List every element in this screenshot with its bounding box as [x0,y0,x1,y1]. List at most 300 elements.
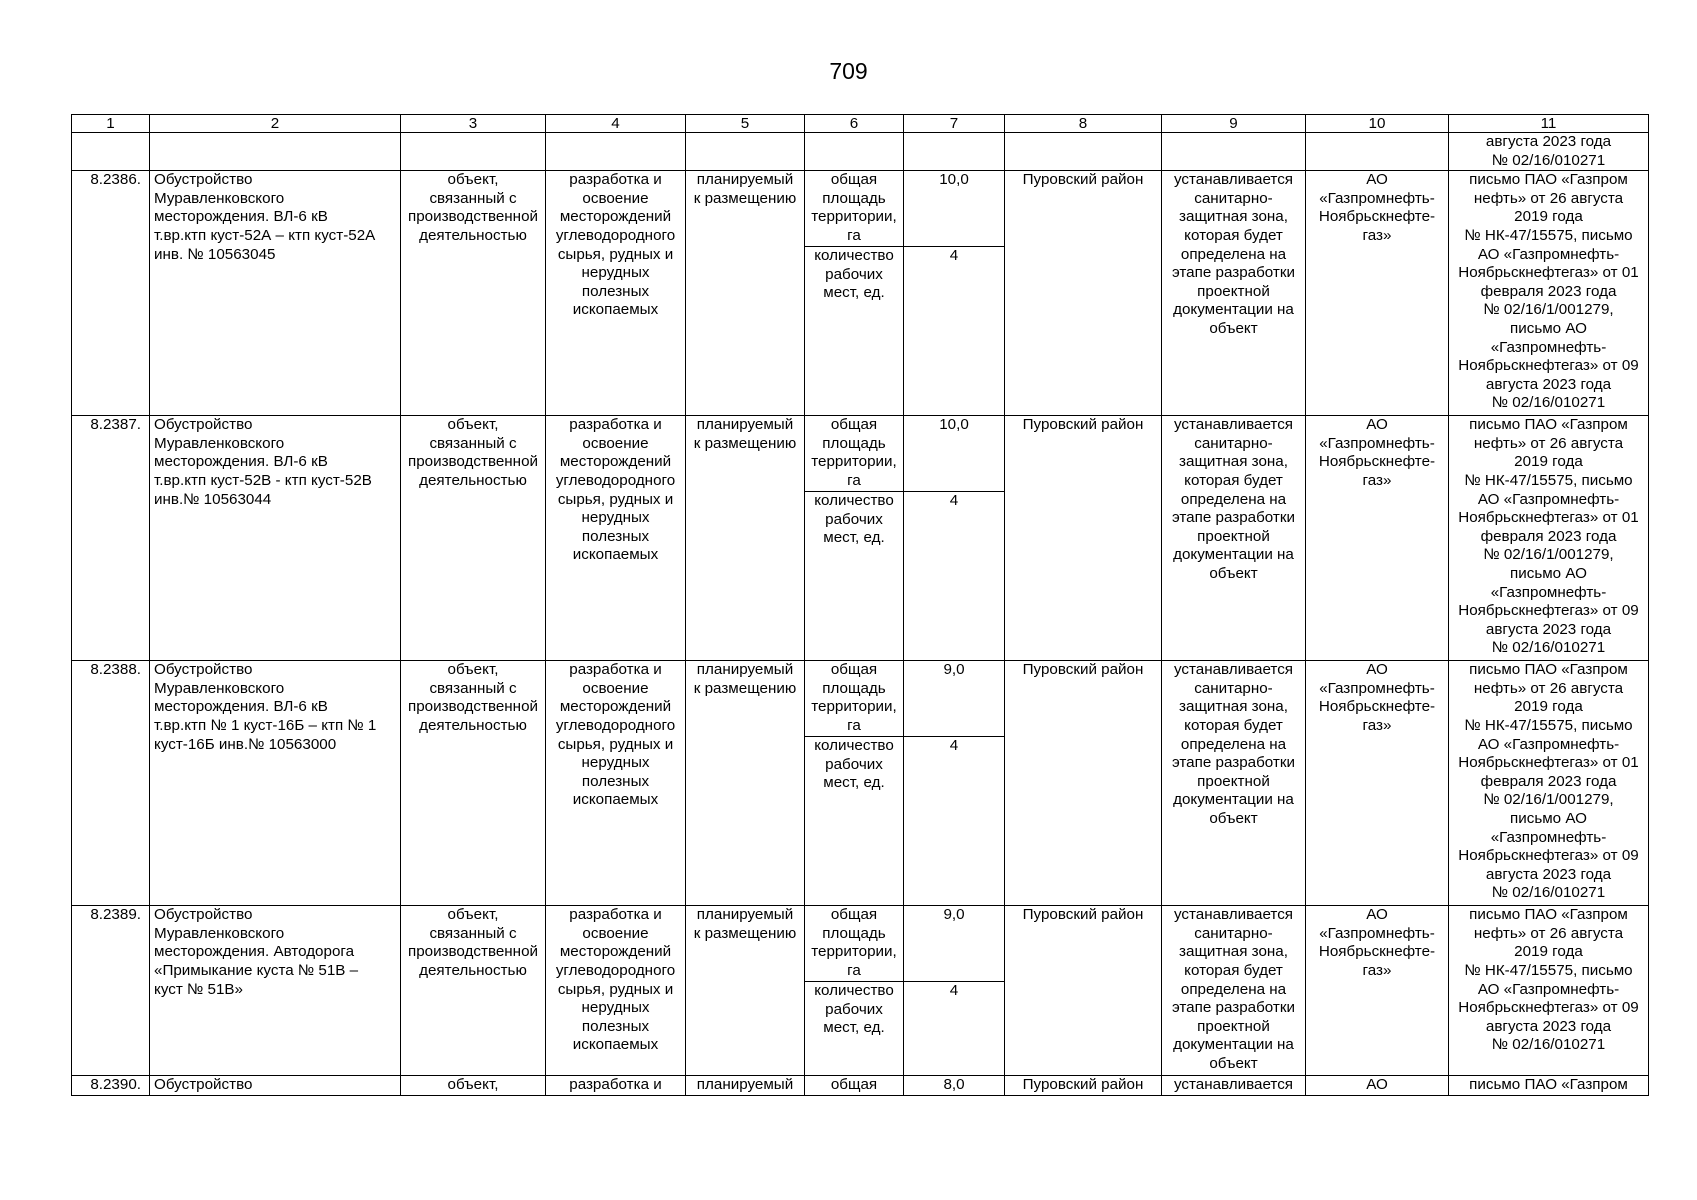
empty-cell [904,133,1005,171]
parameter-workplaces-line: рабочих [825,755,883,773]
basis-docs-line: № 02/16/010271 [1491,884,1606,902]
object-purpose-line: ископаемых [572,301,659,319]
organization-line: газ» [1362,961,1392,979]
basis-docs-line: Ноябрьскнефтегаз» от 09 [1458,602,1639,620]
organization-line: АО [1366,171,1388,189]
value-area: 10,0 [904,171,1005,247]
parameter-workplaces-line: рабочих [825,265,883,283]
zone-info-line: проектной [1197,772,1270,790]
object-name-line: Обустройство [154,906,253,924]
object-name-line: месторождения. Автодорога [154,943,355,961]
parameter-workplaces [805,982,904,1076]
basis-docs-line: № 02/16/010271 [1491,1036,1606,1054]
zone-info-line: устанавливается [1173,171,1294,189]
empty-cell [686,133,805,171]
parameter-area-line: площадь [822,924,886,942]
parameter-workplaces-line: количество [814,247,894,265]
object-type-line: производственной [407,943,539,961]
organization-line: Ноябрьскнефте- [1318,943,1436,961]
zone-info-line: защитная зона, [1179,943,1288,961]
parameter-workplaces-line: мест, ед. [823,529,885,547]
basis-docs-line: № НК-47/15575, письмо [1464,716,1633,734]
header-cell-1: 1 [72,115,150,133]
organization-line: газ» [1362,226,1392,244]
basis-docs-line: письмо ПАО «Газпром [1469,661,1628,679]
organization-line: АО [1366,906,1388,924]
basis-docs-line: № 02/16/010271 [1491,639,1606,657]
table-row [72,906,1649,982]
object-name-line: т.вр.ктп куст-52А – ктп куст-52А [154,226,376,244]
parameter-area-line: общая [830,416,878,434]
basis-docs-line: Ноябрьскнефтегаз» от 01 [1458,264,1639,282]
page-number: 709 [829,58,868,84]
organization-line: Ноябрьскнефте- [1318,453,1436,471]
zone-info-line: определена на [1180,735,1287,753]
object-type-line: объект, [447,906,499,924]
header-cell-3: 3 [401,115,546,133]
value-area: 9,0 [904,661,1005,737]
object-purpose-line: полезных [581,772,650,790]
basis-docs-line: № НК-47/15575, письмо [1464,226,1633,244]
organization-line: газ» [1362,471,1392,489]
zone-info: устанавливается [1162,1076,1306,1096]
empty-cell [1162,133,1306,171]
organization [1306,416,1449,661]
zone-info-line: санитарно- [1194,679,1273,697]
zone-info [1162,416,1306,661]
basis-cell-line: № 02/16/010271 [1491,151,1606,169]
basis-docs-line: нефть» от 26 августа [1473,189,1624,207]
register-table [71,114,1649,1096]
basis-docs-line: письмо ПАО «Газпром [1469,906,1628,924]
object-purpose-line: нерудных [581,264,650,282]
object-name-line: месторождения. ВЛ-6 кВ [154,453,328,471]
object-purpose: разработка и [546,1076,686,1096]
zone-info-line: устанавливается [1173,661,1294,679]
location: Пуровский район [1005,171,1162,416]
organization-line: Ноябрьскнефте- [1318,208,1436,226]
object-status: планируемый [686,1076,805,1096]
object-type-line: связанный с [429,924,517,942]
parameter-area-line: площадь [822,189,886,207]
object-type [401,416,546,661]
object-purpose-line: месторождений [559,943,672,961]
object-type [401,171,546,416]
empty-cell [1005,133,1162,171]
empty-cell [72,133,150,171]
object-purpose-line: нерудных [581,999,650,1017]
basis-docs-line: № НК-47/15575, письмо [1464,961,1633,979]
basis-docs-line: нефть» от 26 августа [1473,924,1624,942]
parameter-workplaces-line: мест, ед. [823,284,885,302]
location: Пуровский район [1005,416,1162,661]
basis-docs-line: АО «Газпромнефть- [1477,490,1620,508]
object-type-line: связанный с [429,434,517,452]
header-cell-4: 4 [546,115,686,133]
object-type-line: объект, [447,416,499,434]
basis-docs-line: «Газпромнефть- [1490,338,1607,356]
object-name-line: «Примыкание куста № 51В – [154,961,359,979]
object-name-line: т.вр.ктп № 1 куст-16Б – ктп № 1 [154,716,377,734]
object-type-line: производственной [407,208,539,226]
object-purpose-line: месторождений [559,698,672,716]
value-area: 10,0 [904,416,1005,492]
header-cell-5: 5 [686,115,805,133]
object-type-line: связанный с [429,679,517,697]
row-number: 8.2386. [72,171,150,416]
object-purpose-line: ископаемых [572,546,659,564]
object-type-line: объект, [447,171,499,189]
object-type [401,906,546,1076]
empty-cell [805,133,904,171]
object-name-line: месторождения. ВЛ-6 кВ [154,208,328,226]
basis-docs-line: № 02/16/1/001279, [1483,791,1614,809]
zone-info-line: этапе разработки [1171,264,1295,282]
object-purpose-line: сырья, рудных и [557,980,674,998]
object-purpose [546,171,686,416]
parameter-workplaces-line: мест, ед. [823,1019,885,1037]
object-name-line: Обустройство [154,171,253,189]
zone-info-line: объект [1209,809,1258,827]
basis-docs-line: августа 2023 года [1485,620,1612,638]
basis-docs-line: Ноябрьскнефтегаз» от 09 [1458,357,1639,375]
organization [1306,906,1449,1076]
organization-line: АО [1366,661,1388,679]
basis-docs-line: письмо АО [1510,809,1587,827]
row-number: 8.2387. [72,416,150,661]
row-number: 8.2389. [72,906,150,1076]
header-cell-2: 2 [150,115,401,133]
parameter-area-line: территории, [811,698,897,716]
object-purpose-line: освоение [582,679,649,697]
parameter-area-line: площадь [822,434,886,452]
object-name-line: Муравленковского [154,189,285,207]
basis-docs: письмо ПАО «Газпром [1449,1076,1649,1096]
object-type-line: деятельностью [419,471,527,489]
basis-docs-line: письмо ПАО «Газпром [1469,171,1628,189]
basis-docs-line: письмо АО [1510,564,1587,582]
zone-info-line: проектной [1197,1017,1270,1035]
zone-info-line: которая будет [1184,961,1283,979]
object-name-line: Обустройство [154,416,253,434]
basis-docs-line: Ноябрьскнефтегаз» от 09 [1458,999,1639,1017]
parameter-area-line: га [847,716,861,734]
object-purpose-line: освоение [582,434,649,452]
zone-info-line: определена на [1180,245,1287,263]
object-status-line: планируемый [696,171,794,189]
zone-info-line: этапе разработки [1171,754,1295,772]
basis-docs [1449,416,1649,661]
parameter-area-line: территории, [811,453,897,471]
zone-info-line: этапе разработки [1171,509,1295,527]
organization-line: АО [1366,416,1388,434]
header-cell-8: 8 [1005,115,1162,133]
organization-line: «Газпромнефть- [1319,434,1435,452]
object-type-line: деятельностью [419,226,527,244]
object-purpose-line: месторождений [559,208,672,226]
object-purpose-line: освоение [582,924,649,942]
object-status-line: к размещению [693,924,797,942]
basis-docs-line: нефть» от 26 августа [1473,679,1624,697]
basis-docs-line: № 02/16/1/001279, [1483,546,1614,564]
basis-docs-line: 2019 года [1514,698,1583,716]
basis-docs-line: письмо АО [1510,319,1587,337]
zone-info [1162,661,1306,906]
object-purpose-line: углеводородного [555,961,676,979]
location: Пуровский район [1005,906,1162,1076]
value-workplaces: 4 [904,737,1005,906]
object-purpose-line: разработка и [569,416,662,434]
zone-info-line: которая будет [1184,471,1283,489]
object-status-line: к размещению [693,434,797,452]
zone-info-line: санитарно- [1194,189,1273,207]
object-type-line: производственной [407,453,539,471]
empty-cell [401,133,546,171]
object-type [401,661,546,906]
parameter-workplaces-line: мест, ед. [823,774,885,792]
zone-info-line: объект [1209,319,1258,337]
object-name-line: Муравленковского [154,434,285,452]
object-purpose [546,661,686,906]
parameter-area [805,906,904,982]
object-purpose-line: разработка и [569,661,662,679]
object-status [686,171,805,416]
location: Пуровский район [1005,661,1162,906]
empty-cell [150,133,401,171]
object-name-line: Муравленковского [154,679,285,697]
object-purpose-line: освоение [582,189,649,207]
zone-info-line: санитарно- [1194,434,1273,452]
object-purpose-line: ископаемых [572,791,659,809]
object-purpose-line: углеводородного [555,471,676,489]
zone-info-line: определена на [1180,980,1287,998]
object-purpose [546,416,686,661]
basis-docs-line: 2019 года [1514,453,1583,471]
organization [1306,661,1449,906]
object-purpose-line: полезных [581,527,650,545]
object-name-line: месторождения. ВЛ-6 кВ [154,698,328,716]
basis-docs-line: февраля 2023 года [1480,772,1617,790]
object-type-line: деятельностью [419,716,527,734]
zone-info-line: объект [1209,1054,1258,1072]
zone-info-line: документации на [1173,791,1294,809]
basis-docs-line: февраля 2023 года [1480,527,1617,545]
object-purpose-line: сырья, рудных и [557,490,674,508]
value-workplaces: 4 [904,492,1005,661]
table-body [72,115,1649,1096]
object-name-line: инв.№ 10563044 [154,490,272,508]
object-type-line: объект, [447,661,499,679]
parameter-workplaces [805,247,904,416]
parameter-area-line: территории, [811,943,897,961]
header-cell-9: 9 [1162,115,1306,133]
object-type-line: производственной [407,698,539,716]
basis-docs-line: августа 2023 года [1485,375,1612,393]
object-name [150,416,401,661]
zone-info-line: санитарно- [1194,924,1273,942]
object-purpose-line: разработка и [569,906,662,924]
header-cell-6: 6 [805,115,904,133]
object-name-line: Обустройство [154,661,253,679]
object-purpose-line: сырья, рудных и [557,735,674,753]
object-status-line: к размещению [693,679,797,697]
object-name-line: инв. № 10563045 [154,245,276,263]
zone-info-line: документации на [1173,301,1294,319]
continuation-row [72,133,1649,171]
object-purpose-line: сырья, рудных и [557,245,674,263]
object-name-line: куст-16Б инв.№ 10563000 [154,735,337,753]
header-cell-11: 11 [1449,115,1649,133]
basis-cell [1449,133,1649,171]
basis-docs-line: Ноябрьскнефтегаз» от 01 [1458,754,1639,772]
basis-docs-line: Ноябрьскнефтегаз» от 01 [1458,509,1639,527]
basis-docs-line: № 02/16/010271 [1491,394,1606,412]
object-type-line: связанный с [429,189,517,207]
object-name [150,171,401,416]
zone-info-line: устанавливается [1173,416,1294,434]
parameter-area-line: общая [830,906,878,924]
object-status-line: к размещению [693,189,797,207]
zone-info-line: защитная зона, [1179,698,1288,716]
zone-info-line: которая будет [1184,716,1283,734]
location: Пуровский район [1005,1076,1162,1096]
object-status [686,661,805,906]
zone-info-line: определена на [1180,490,1287,508]
object-purpose-line: ископаемых [572,1036,659,1054]
header-cell-7: 7 [904,115,1005,133]
parameter-area-line: га [847,471,861,489]
zone-info-line: устанавливается [1173,906,1294,924]
object-status-line: планируемый [696,416,794,434]
basis-docs-line: АО «Газпромнефть- [1477,735,1620,753]
object-purpose-line: углеводородного [555,226,676,244]
basis-docs-line: № 02/16/1/001279, [1483,301,1614,319]
object-name-line: т.вр.ктп куст-52В - ктп куст-52В [154,471,372,489]
parameter-area [805,661,904,737]
empty-cell [546,133,686,171]
object-status-line: планируемый [696,906,794,924]
zone-info-line: объект [1209,564,1258,582]
zone-info-line: защитная зона, [1179,208,1288,226]
header-cell-10: 10 [1306,115,1449,133]
parameter-workplaces [805,492,904,661]
object-type-line: деятельностью [419,961,527,979]
basis-docs-line: № НК-47/15575, письмо [1464,471,1633,489]
basis-docs-line: АО «Газпромнефть- [1477,980,1620,998]
object-status [686,416,805,661]
object-name [150,906,401,1076]
parameter-workplaces-line: количество [814,492,894,510]
value-area: 9,0 [904,906,1005,982]
zone-info-line: проектной [1197,527,1270,545]
organization-line: «Газпромнефть- [1319,924,1435,942]
zone-info-line: этапе разработки [1171,999,1295,1017]
parameter-area [805,171,904,247]
object-name-line: Муравленковского [154,924,285,942]
parameter-workplaces-line: рабочих [825,510,883,528]
object-purpose-line: месторождений [559,453,672,471]
organization-line: «Газпромнефть- [1319,189,1435,207]
basis-docs-line: 2019 года [1514,943,1583,961]
object-type: объект, [401,1076,546,1096]
row-number: 8.2390. [72,1076,150,1096]
value-workplaces: 4 [904,982,1005,1076]
object-status-line: планируемый [696,661,794,679]
organization-line: Ноябрьскнефте- [1318,698,1436,716]
basis-cell-line: августа 2023 года [1485,133,1612,150]
basis-docs-line: августа 2023 года [1485,1017,1612,1035]
zone-info-line: защитная зона, [1179,453,1288,471]
basis-docs-line: нефть» от 26 августа [1473,434,1624,452]
organization-line: газ» [1362,716,1392,734]
object-purpose-line: разработка и [569,171,662,189]
organization: АО [1306,1076,1449,1096]
table-row [72,661,1649,737]
object-purpose-line: нерудных [581,754,650,772]
zone-info-line: документации на [1173,1036,1294,1054]
parameter-workplaces-line: количество [814,982,894,1000]
parameter-area-line: га [847,961,861,979]
row-number: 8.2388. [72,661,150,906]
value-workplaces: 4 [904,247,1005,416]
object-purpose [546,906,686,1076]
object-name: Обустройство [150,1076,401,1096]
parameter-area-line: га [847,226,861,244]
parameter-area [805,416,904,492]
zone-info [1162,906,1306,1076]
zone-info-line: проектной [1197,282,1270,300]
basis-docs-line: 2019 года [1514,208,1583,226]
object-name-line: куст № 51В» [154,980,243,998]
table-row [72,171,1649,247]
basis-docs-line: августа 2023 года [1485,865,1612,883]
parameter-area-line: общая [830,661,878,679]
parameter-area-line: площадь [822,679,886,697]
zone-info [1162,171,1306,416]
basis-docs-line: «Газпромнефть- [1490,828,1607,846]
parameter-area: общая [805,1076,904,1096]
table-row-partial [72,1076,1649,1096]
parameter-workplaces [805,737,904,906]
basis-docs-line: «Газпромнефть- [1490,583,1607,601]
parameter-area-line: общая [830,171,878,189]
header-row [72,115,1649,133]
zone-info-line: документации на [1173,546,1294,564]
organization-line: «Газпромнефть- [1319,679,1435,697]
organization [1306,171,1449,416]
zone-info-line: которая будет [1184,226,1283,244]
basis-docs [1449,171,1649,416]
object-name [150,661,401,906]
parameter-workplaces-line: рабочих [825,1000,883,1018]
empty-cell [1306,133,1449,171]
object-purpose-line: полезных [581,1017,650,1035]
object-purpose-line: нерудных [581,509,650,527]
table-row [72,416,1649,492]
basis-docs-line: письмо ПАО «Газпром [1469,416,1628,434]
basis-docs-line: февраля 2023 года [1480,282,1617,300]
object-purpose-line: полезных [581,282,650,300]
value-area: 8,0 [904,1076,1005,1096]
basis-docs [1449,906,1649,1076]
basis-docs-line: Ноябрьскнефтегаз» от 09 [1458,847,1639,865]
parameter-area-line: территории, [811,208,897,226]
object-status [686,906,805,1076]
parameter-workplaces-line: количество [814,737,894,755]
basis-docs-line: АО «Газпромнефть- [1477,245,1620,263]
basis-docs [1449,661,1649,906]
object-purpose-line: углеводородного [555,716,676,734]
